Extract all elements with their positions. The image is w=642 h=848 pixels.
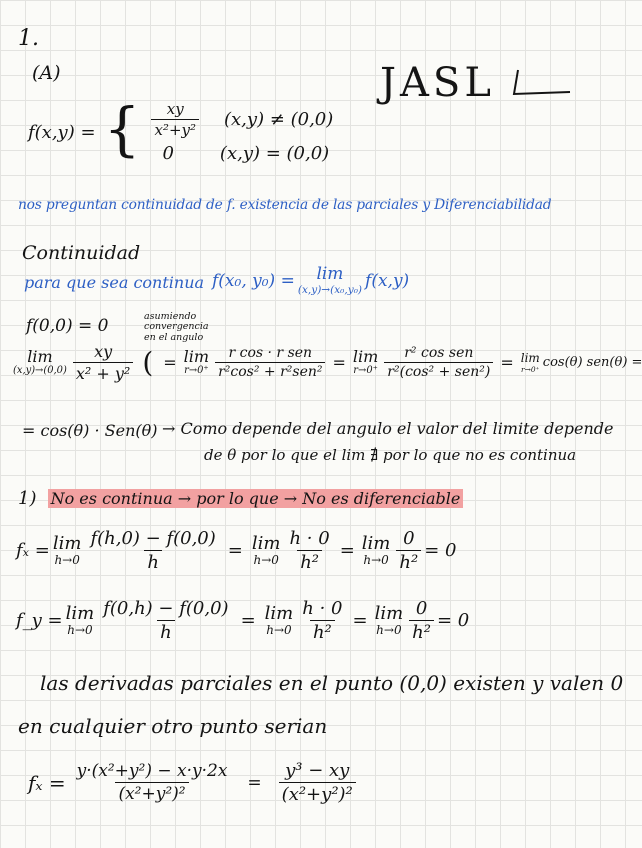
condition-lhs: f(x₀, y₀) = [212,270,295,291]
fx-fraction: $\frac{f(h,0) - f(0,0)}{h}$ [90,528,216,573]
fy-limit-2: lim h→0 [264,602,294,638]
general-fx: fₓ = $\frac{\text{y·(x²+y²) − x·y·2x}}{\text{(x²+y²)²}}$ = $\frac{\text{y³ − xy}}{\text{(x²+y²)²}}$ [28,760,359,805]
fy-limit-3: lim h→0 [374,602,404,638]
conclusion-line-2: de θ por lo que el lim ∄ por lo que no es continua [204,446,577,464]
f00-value: f(0,0) = 0 [26,316,109,336]
fx-limit: lim h→0 [52,532,82,568]
angle-note: asumiendo convergencia en el angulo [144,311,209,343]
author-signature: JASL [380,60,572,106]
partials-exist-statement: las derivadas parciales en el punto (0,0) existen y valen 0 [40,671,624,695]
partial-fy: f_y = lim h→0 $\frac{f(0,h) - f(0,0)}{h}$ = lim h→0 $\frac{h \cdot 0}{\text{h²}}$ = lim h→0 $\frac{0}{\text{h²}}$ = 0 [16,598,470,643]
paren-bracket: ( [142,346,154,379]
case2-condition: (x,y) = (0,0) [219,143,330,164]
limit-operator: lim (x,y)→(0,0) [13,346,67,377]
case2-value: 0 [162,143,174,164]
question-text: nos preguntan continuidad de f. existencia de las parciales y Diferenciabilidad [18,197,552,213]
general-fraction-2: $\frac{\text{y³ − xy}}{\text{(x²+y²)²}}$ [279,760,356,805]
limit-fraction: $\frac{xy}{\text{x² + y²}}$ [73,342,133,383]
fx-limit-2: lim h→0 [251,532,281,568]
fy-limit: lim h→0 [65,602,95,638]
conclusion-line-1: → Como depende del angulo el valor del limite depende [162,419,614,438]
condition-lim: lim (x,y)→(x₀,y₀) [297,264,363,296]
general-fx-label: fₓ = [28,770,66,795]
case-2 [148,143,333,164]
case1-num: xy [166,100,184,118]
fx-result: = 0 [424,540,457,561]
continuity-heading: Continuidad [22,242,141,264]
partial-fx: fₓ = lim h→0 $\frac{f(h,0) - f(0,0)}{h}$ = lim h→0 $\frac{h \cdot 0}{\text{h²}}$ = lim h→0 $\frac{0}{\text{h²}}$ = 0 [16,528,457,573]
fy-fraction: $\frac{f(0,h) - f(0,0)}{h}$ [103,598,229,643]
item-number: 1) [18,488,37,509]
condition-lim-sub: (x,y)→(x₀,y₀) [297,283,363,296]
case1-den: x²+y² [151,119,199,139]
signature-stroke [512,68,572,100]
fy-label: f_y = [16,610,63,631]
part-label: (A) [32,62,61,84]
polar-fraction-2: $\frac{\text{r² cos sen}}{\text{r²(cos² + sen²)}}$ [384,345,493,380]
problem-number: 1. [18,26,39,51]
continuity-result: = cos(θ) · Sen(θ) [22,421,158,440]
polar-limit-3: lim r→0⁺ [520,350,540,374]
polar-limit-1: lim r→0⁺ [183,346,210,377]
case1-fraction [151,100,199,139]
polar-result: cos(θ) sen(θ) = [542,355,642,370]
fy-zero-fraction: $\frac{0}{\text{h²}}$ [409,598,434,643]
left-brace: { [103,95,141,163]
other-points-statement: en cualquier otro punto serian [18,714,328,738]
function-definition [28,95,334,164]
fx-label: fₓ = [16,540,50,561]
fx-step-fraction: $\frac{h \cdot 0}{\text{h²}}$ [289,528,330,573]
general-fraction-1: $\frac{\text{y·(x²+y²) − x·y·2x}}{\text{(x²+y²)²}}$ [76,761,228,804]
polar-limit-2: lim r→0⁺ [352,346,379,377]
fx-zero-fraction: $\frac{0}{\text{h²}}$ [396,528,421,573]
highlighted-conclusion: No es continua → por lo que → No es diferenciable [48,489,464,508]
condition-rhs: f(x,y) [365,270,410,291]
fx-limit-3: lim h→0 [361,532,391,568]
continuity-condition-formula [212,266,409,295]
case1-condition: (x,y) ≠ (0,0) [224,109,334,130]
case-1 [148,100,333,139]
polar-fraction-1: $\frac{\text{r cos · r sen}}{\text{r²cos² + r²sen²}}$ [215,345,325,380]
differentiability-note [18,488,463,509]
fy-step-fraction: $\frac{h \cdot 0}{\text{h²}}$ [302,598,343,643]
function-lhs: f(x,y) = [28,121,96,143]
fy-result: = 0 [436,610,470,631]
limit-computation: lim (x,y)→(0,0) $\frac{xy}{\text{x² + y²}}$ ( = lim r→0⁺ $\frac{\text{r cos · r sen}}{\text{r²cos² + r²sen²}}$ = lim r→0⁺ $\frac{\text{r² cos sen}}{\text{r²(cos² + sen²)}}$ = lim r→0⁺ cos(θ) sen(θ) = [13,342,642,383]
continuity-condition-text: para que sea continua [24,273,205,292]
